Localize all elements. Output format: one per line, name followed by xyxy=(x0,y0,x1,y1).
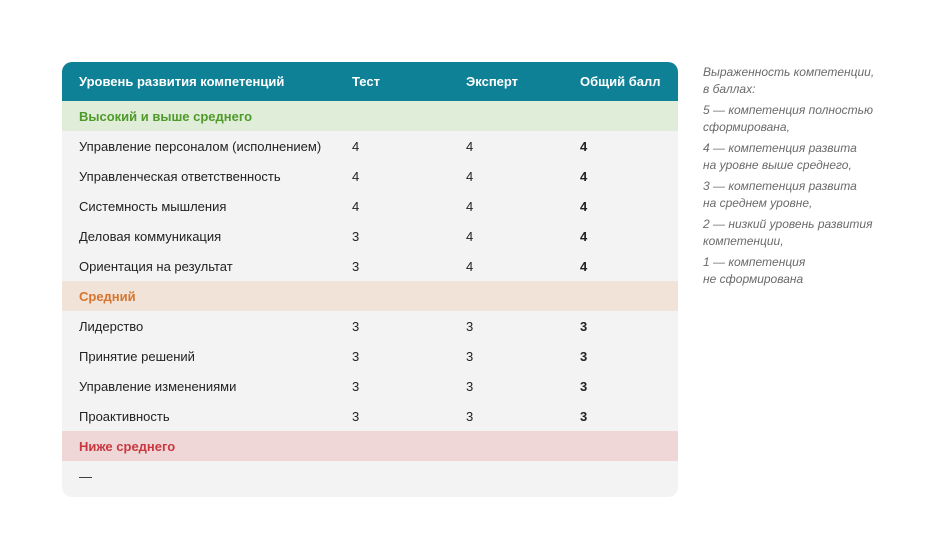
total-score: 4 xyxy=(580,168,588,184)
competency-name: Управление изменениями xyxy=(79,378,237,394)
total-score: 4 xyxy=(580,258,588,274)
total-score: 4 xyxy=(580,228,588,244)
expert-score: 4 xyxy=(466,138,474,154)
expert-score: 4 xyxy=(466,258,474,274)
expert-score: 3 xyxy=(466,318,474,334)
expert-score: 4 xyxy=(466,168,474,184)
expert-score: 4 xyxy=(466,228,474,244)
test-score: 4 xyxy=(352,198,360,214)
group-label: Средний xyxy=(79,288,136,304)
competency-table xyxy=(62,62,678,497)
total-score: 3 xyxy=(580,318,588,334)
test-score: 3 xyxy=(352,258,360,274)
competency-name: — xyxy=(79,468,92,484)
test-score: 4 xyxy=(352,138,360,154)
table-row xyxy=(62,161,678,191)
competency-name: Системность мышления xyxy=(79,198,227,214)
legend-item-3: 3 — компетенция развита на среднем уровне, xyxy=(703,179,857,210)
legend-item-4: 4 — компетенция развита на уровне выше среднего, xyxy=(703,141,857,172)
expert-score: 4 xyxy=(466,198,474,214)
competency-name: Ориентация на результат xyxy=(79,258,233,274)
total-score: 3 xyxy=(580,378,588,394)
expert-score: 3 xyxy=(466,378,474,394)
score-legend xyxy=(703,64,903,292)
total-score: 3 xyxy=(580,408,588,424)
header-expert: Эксперт xyxy=(466,74,519,89)
test-score: 3 xyxy=(352,318,360,334)
expert-score: 3 xyxy=(466,408,474,424)
table-row xyxy=(62,461,678,491)
legend-item-5: 5 — компетенция полностью сформирована, xyxy=(703,103,873,134)
legend-item-1: 1 — компетенция не сформирована xyxy=(703,255,806,286)
group-label: Высокий и выше среднего xyxy=(79,108,253,124)
legend-title: Выраженность компетенции, в баллах: xyxy=(703,65,875,96)
table-row xyxy=(62,251,678,281)
competency-name: Принятие решений xyxy=(79,348,195,364)
test-score: 3 xyxy=(352,408,360,424)
total-score: 3 xyxy=(580,348,588,364)
group-high-row xyxy=(62,101,678,131)
competency-name: Управление персоналом (исполнением) xyxy=(79,138,322,154)
table-row xyxy=(62,401,678,431)
group-medium-row xyxy=(62,281,678,311)
header-test: Тест xyxy=(352,74,380,89)
test-score: 3 xyxy=(352,348,360,364)
table-row xyxy=(62,131,678,161)
table-row xyxy=(62,191,678,221)
header-competency-level: Уровень развития компетенций xyxy=(79,74,285,89)
competency-name: Управленческая ответственность xyxy=(79,168,281,184)
table-row xyxy=(62,311,678,341)
expert-score: 3 xyxy=(466,348,474,364)
table-row xyxy=(62,371,678,401)
competency-name: Лидерство xyxy=(79,318,144,334)
group-label: Ниже среднего xyxy=(79,438,176,454)
test-score: 3 xyxy=(352,228,360,244)
table-row xyxy=(62,341,678,371)
group-low-row xyxy=(62,431,678,461)
table-row xyxy=(62,221,678,251)
legend-item-2: 2 — низкий уровень развития компетенции, xyxy=(703,217,873,248)
table-header xyxy=(62,62,678,101)
test-score: 4 xyxy=(352,168,360,184)
header-total-score: Общий балл xyxy=(580,74,661,89)
total-score: 4 xyxy=(580,198,588,214)
test-score: 3 xyxy=(352,378,360,394)
total-score: 4 xyxy=(580,138,588,154)
competency-name: Деловая коммуникация xyxy=(79,228,222,244)
competency-name: Проактивность xyxy=(79,408,170,424)
